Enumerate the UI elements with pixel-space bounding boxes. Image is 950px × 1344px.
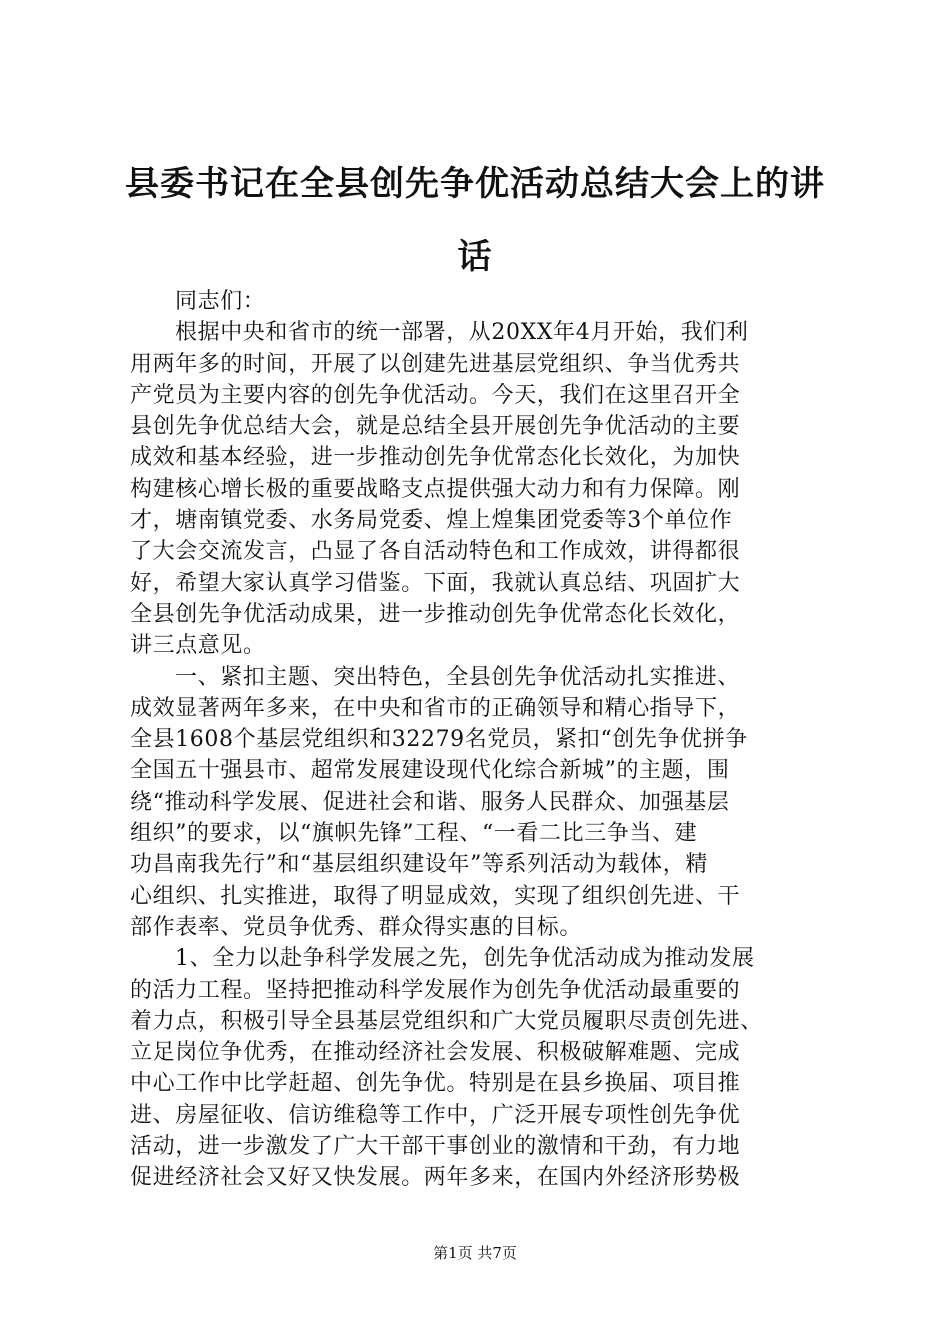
document-title-line-2: 话	[457, 237, 493, 277]
paragraph-line: 进、房屋征收、信访维稳等工作中，广泛开展专项性创先争优	[130, 1102, 741, 1128]
paragraph-line: 县创先争优总结大会，就是总结全县开展创先争优活动的主要	[130, 414, 741, 440]
paragraph-line: 全县创先争优活动成果，进一步推动创先争优常态化长效化，	[130, 601, 741, 627]
paragraph-line: 立足岗位争优秀，在推动经济社会发展、积极破解难题、完成	[130, 1040, 741, 1066]
paragraph-line: 着力点，积极引导全县基层党组织和广大党员履职尽责创先进、	[130, 1008, 763, 1034]
paragraph-line: 产党员为主要内容的创先争优活动。今天，我们在这里召开全	[130, 382, 741, 408]
paragraph-line: 好，希望大家认真学习借鉴。下面，我就认真总结、巩固扩大	[130, 570, 741, 596]
paragraph-line: 功昌南我先行”和“基层组织建设年”等系列活动为载体，精	[130, 852, 708, 878]
paragraph-line: 一、紧扣主题、突出特色，全县创先争优活动扎实推进、	[175, 664, 741, 690]
paragraph-line: 心组织、扎实推进，取得了明显成效，实现了组织创先进、干	[130, 883, 741, 909]
paragraph-line: 构建核心增长极的重要战略支点提供强大动力和有力保障。刚	[130, 476, 741, 502]
paragraph-line: 根据中央和省市的统一部署，从20XX年4月开始，我们利	[175, 320, 749, 346]
salutation-line: 同志们：	[175, 289, 266, 314]
paragraph-line: 中心工作中比学赶超、创先争优。特别是在县乡换届、项目推	[130, 1071, 741, 1097]
paragraph-line: 成效和基本经验，进一步推动创先争优常态化长效化，为加快	[130, 445, 741, 471]
paragraph-line: 才，塘南镇党委、水务局党委、煌上煌集团党委等3个单位作	[130, 508, 733, 534]
paragraph-line: 用两年多的时间，开展了以创建先进基层党组织、争当优秀共	[130, 351, 741, 377]
document-body	[130, 286, 830, 1194]
paragraph-line: 部作表率、党员争优秀、群众得实惠的目标。	[130, 914, 583, 940]
paragraph-line: 讲三点意见。	[130, 633, 266, 659]
paragraph-line: 组织”的要求，以“旗帜先锋”工程、“一看二比三争当、建	[130, 821, 698, 847]
page-number-footer: 第1页 共7页	[433, 1244, 517, 1262]
paragraph-line: 绕“推动科学发展、促进社会和谐、服务人民群众、加强基层	[130, 789, 730, 815]
paragraph-line: 促进经济社会又好又快发展。两年多来，在国内外经济形势极	[130, 1165, 741, 1191]
paragraph-line: 成效显著两年多来，在中央和省市的正确领导和精心指导下，	[130, 695, 741, 721]
paragraph-line: 1、全力以赴争科学发展之先，创先争优活动成为推动发展	[175, 946, 755, 972]
document-title-line-1: 县委书记在全县创先争优活动总结大会上的讲	[125, 164, 825, 204]
paragraph-line: 活动，进一步激发了广大干部干事创业的激情和干劲，有力地	[130, 1134, 741, 1160]
paragraph-line: 全国五十强县市、超常发展建设现代化综合新城”的主题，围	[130, 758, 730, 784]
paragraph-line: 的活力工程。坚持把推动科学发展作为创先争优活动最重要的	[130, 977, 741, 1003]
paragraph-line: 了大会交流发言，凸显了各自活动特色和工作成效，讲得都很	[130, 539, 741, 565]
paragraph-line: 全县1608个基层党组织和32279名党员，紧扣“创先争优拼争	[130, 727, 748, 753]
